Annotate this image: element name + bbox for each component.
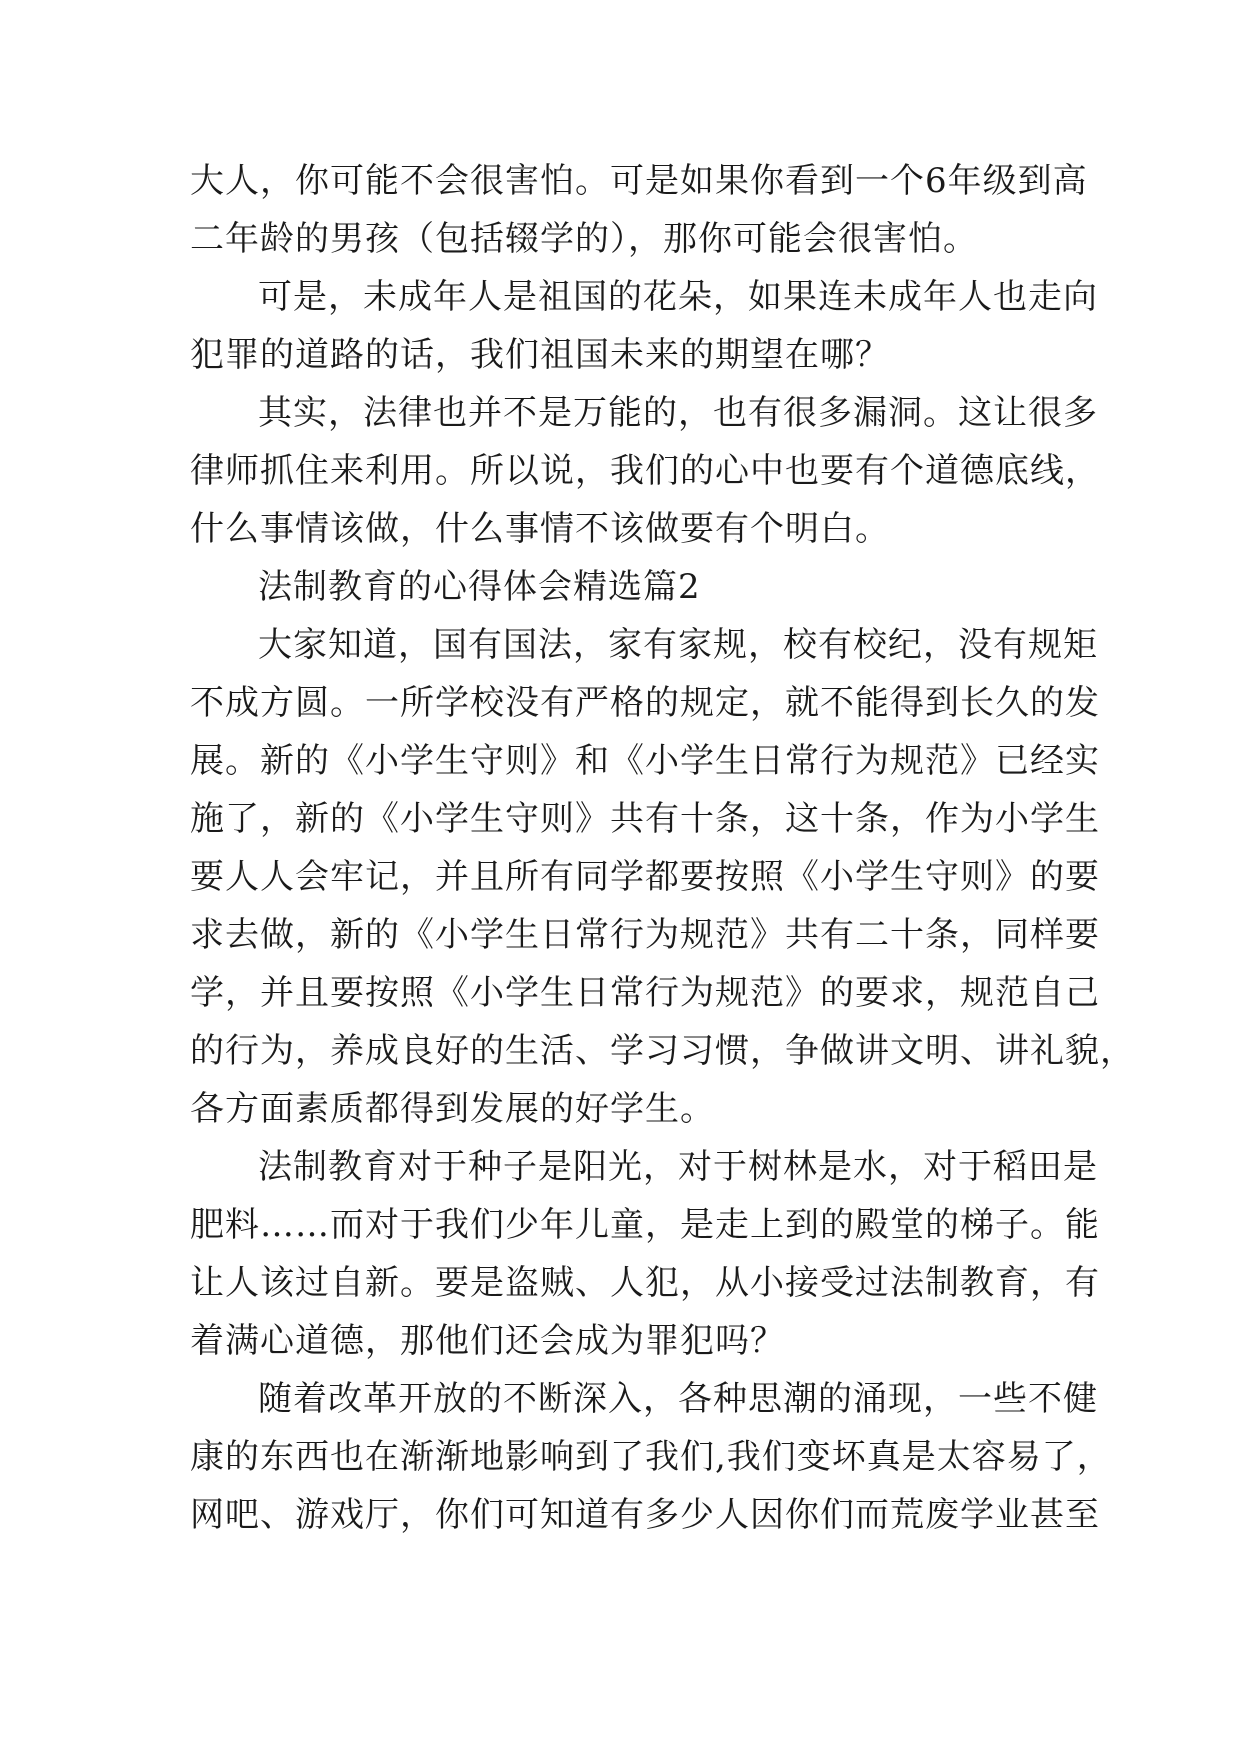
text-line: 各方面素质都得到发展的好学生。 [190, 1089, 715, 1129]
text-line: 法制教育对于种子是阳光，对于树林是水，对于稻田是 [258, 1147, 1098, 1187]
text-line: 律师抓住来利用。所以说，我们的心中也要有个道德底线， [190, 451, 1100, 491]
text-line: 学，并且要按照《小学生日常行为规范》的要求，规范自己 [190, 973, 1100, 1013]
text-line: 大人，你可能不会很害怕。可是如果你看到一个6年级到高 [190, 161, 1088, 201]
text-line: 肥料……而对于我们少年儿童，是走上到的殿堂的梯子。能 [190, 1205, 1100, 1245]
text-line: 犯罪的道路的话，我们祖国未来的期望在哪？ [190, 335, 890, 375]
text-line: 二年龄的男孩（包括辍学的），那你可能会很害怕。 [190, 219, 978, 259]
text-line: 大家知道，国有国法，家有家规，校有校纪，没有规矩 [258, 625, 1098, 665]
text-line: 着满心道德，那他们还会成为罪犯吗？ [190, 1321, 785, 1361]
text-line: 的行为，养成良好的生活、学习习惯，争做讲文明、讲礼貌， [190, 1031, 1135, 1071]
text-line: 网吧、游戏厅，你们可知道有多少人因你们而荒废学业甚至 [190, 1495, 1100, 1535]
text-line: 要人人会牢记，并且所有同学都要按照《小学生守则》的要 [190, 857, 1100, 897]
document-body [190, 152, 1135, 1544]
text-line: 随着改革开放的不断深入，各种思潮的涌现，一些不健 [258, 1379, 1098, 1419]
text-line: 康的东西也在渐渐地影响到了我们,我们变坏真是太容易了， [190, 1437, 1112, 1477]
text-line: 可是，未成年人是祖国的花朵，如果连未成年人也走向 [258, 277, 1098, 317]
text-line: 展。新的《小学生守则》和《小学生日常行为规范》已经实 [190, 741, 1100, 781]
text-line: 求去做，新的《小学生日常行为规范》共有二十条，同样要 [190, 915, 1100, 955]
section-heading: 法制教育的心得体会精选篇2 [258, 567, 701, 607]
text-line: 施了，新的《小学生守则》共有十条，这十条，作为小学生 [190, 799, 1100, 839]
text-line: 什么事情该做，什么事情不该做要有个明白。 [190, 509, 890, 549]
text-line: 其实，法律也并不是万能的，也有很多漏洞。这让很多 [258, 393, 1098, 433]
text-line: 不成方圆。一所学校没有严格的规定，就不能得到长久的发 [190, 683, 1100, 723]
text-line: 让人该过自新。要是盗贼、人犯，从小接受过法制教育，有 [190, 1263, 1100, 1303]
